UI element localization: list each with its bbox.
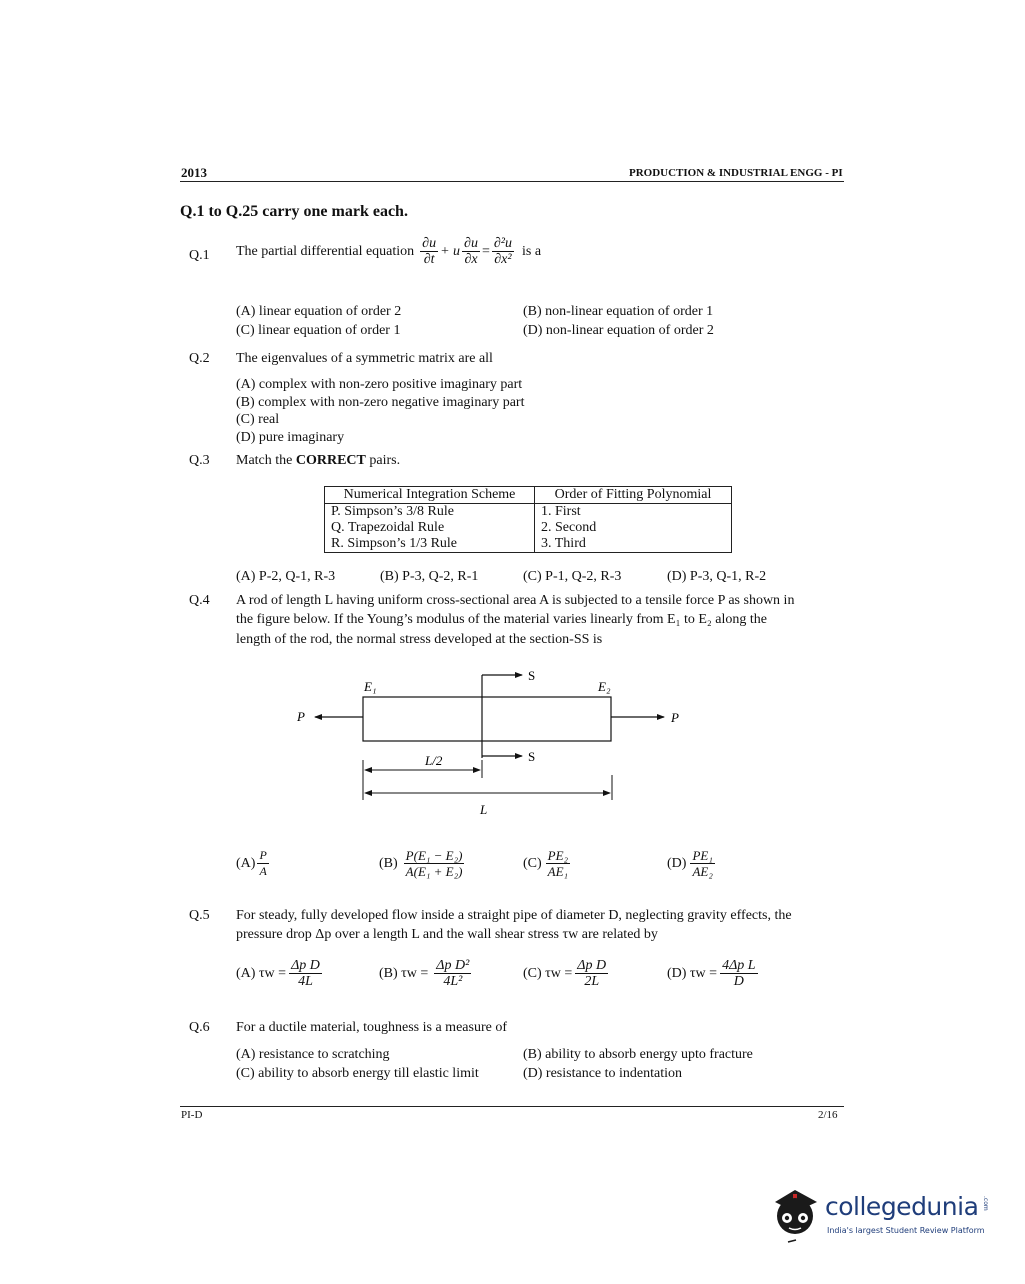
q3-number: Q.3 [189,453,210,468]
q1-frac-2-num: ∂u [464,236,478,251]
q1-frac-1 [420,236,438,267]
label-half-length: L/2 [425,753,443,768]
label-p-left: P [297,709,305,724]
q5-option-a-num: Δp D [291,958,320,973]
q3-text [236,453,400,469]
q4-option-b-num: P(E₁ − E₂) [405,848,463,863]
label-s-bottom: S [528,749,536,764]
q3-option-d[interactable]: (D) P-3, Q-1, R-2 [667,569,767,584]
table-row [325,504,732,521]
q6-option-b[interactable]: (B) ability to absorb energy upto fracture [523,1047,753,1062]
label-p-right: P [671,710,679,725]
q4-option-a-den: A [259,864,267,878]
q4-option-a-label: (A) [236,855,256,871]
q1-option-d[interactable]: (D) non-linear equation of order 2 [523,323,714,338]
q4-option-c-frac [546,848,570,879]
table-cell: 1. First [535,504,732,521]
paper-title: PRODUCTION & INDUSTRIAL ENGG - PI [629,167,843,179]
q1-number: Q.1 [189,248,210,263]
exam-year: 2013 [181,165,207,180]
brand-name: collegedunia [825,1192,979,1221]
table-header-scheme: Numerical Integration Scheme [325,487,535,504]
q4-option-b[interactable] [379,848,466,879]
q5-option-c-label: (C) τw = [523,965,573,981]
q5-option-b[interactable] [379,958,473,989]
q4-option-d-num: PE₁ [692,848,713,863]
label-e2: E₂ [598,679,611,694]
q5-option-a-label: (A) τw = [236,965,287,981]
q2-option-c[interactable]: (C) real [236,412,280,427]
q1-option-c[interactable]: (C) linear equation of order 1 [236,323,401,338]
section-title: Q.1 to Q.25 carry one mark each. [180,203,408,220]
q5-line-1: For steady, fully developed flow inside a straight pipe of diameter D, neglecting gravity effects, the [236,908,792,923]
q3-text-post: pairs. [365,453,401,468]
q3-match-table [324,486,732,553]
q5-option-b-frac [434,958,471,989]
q4-option-c[interactable] [523,848,572,879]
label-s-top: S [528,668,536,683]
q6-option-a[interactable]: (A) resistance to scratching [236,1047,390,1062]
q5-option-c-frac [575,958,608,989]
q4-option-b-label: (B) [379,855,398,871]
q1-frac-2-den: ∂x [464,252,478,267]
q5-number: Q.5 [189,908,210,923]
q2-option-a[interactable]: (A) complex with non-zero positive imaginary part [236,377,523,392]
q1-frac-1-num: ∂u [422,236,437,251]
q4-option-a-num: P [259,848,267,862]
q5-option-d-frac [720,958,758,989]
q1-frac-2 [462,236,480,267]
paper-code: PI-D [181,1109,203,1121]
q5-option-d-num: 4Δp L [722,958,756,973]
table-cell: 3. Third [535,536,732,553]
q5-option-c-num: Δp D [577,958,607,973]
q4-number: Q.4 [189,593,210,608]
q5-option-d[interactable] [667,958,760,989]
q1-frac-3-num: ∂²u [493,236,512,251]
q3-option-c[interactable]: (C) P-1, Q-2, R-3 [523,569,622,584]
q5-option-c[interactable] [523,958,610,989]
q5-line-2: pressure drop Δp over a length L and the wall shear stress τw are related by [236,927,658,942]
q5-option-a-frac [289,958,322,989]
table-cell: Q. Trapezoidal Rule [325,520,535,536]
q1-text: The partial differential equation [236,243,415,259]
q4-option-c-num: PE₂ [547,848,569,863]
q1-frac-1-den: ∂t [423,252,435,267]
q4-line-2: the figure below. If the Young’s modulus of the material varies linearly from E₁ to E₂ along the [236,612,768,627]
rod-body [363,697,611,741]
q1-plus-u: + u [440,243,461,259]
q4-option-c-den: AE₁ [547,864,569,879]
q5-option-d-label: (D) τw = [667,965,718,981]
q3-option-a[interactable]: (A) P-2, Q-1, R-3 [236,569,336,584]
q5-option-a[interactable] [236,958,324,989]
q3-option-b[interactable]: (B) P-3, Q-2, R-1 [380,569,479,584]
q1-option-a[interactable]: (A) linear equation of order 2 [236,304,402,319]
q4-line-3: length of the rod, the normal stress developed at the section-SS is [236,632,603,647]
table-cell: 2. Second [535,520,732,536]
q1-frac-3 [492,236,514,267]
q5-option-c-den: 2L [584,974,600,989]
q2-option-b[interactable]: (B) complex with non-zero negative imaginary part [236,395,525,410]
q6-option-c[interactable]: (C) ability to absorb energy till elastic limit [236,1066,479,1081]
table-header-order: Order of Fitting Polynomial [535,487,732,504]
brand-tagline: India's largest Student Review Platform [827,1226,985,1235]
table-cell: P. Simpson’s 3/8 Rule [325,504,535,521]
q1-suffix: is a [522,243,542,259]
q6-option-d[interactable]: (D) resistance to indentation [523,1066,683,1081]
q1-option-b[interactable]: (B) non-linear equation of order 1 [523,304,714,319]
q1-equals: = [481,243,490,259]
q4-option-b-frac [404,848,465,879]
q4-option-c-label: (C) [523,855,542,871]
mascot-logo-icon [765,1180,825,1250]
q1-frac-3-den: ∂x² [494,252,512,267]
label-length: L [480,802,488,817]
q4-option-d-label: (D) [667,855,687,871]
q3-text-pre: Match the [236,453,296,468]
q4-rod-figure [280,660,700,825]
footer-rule [180,1106,844,1107]
page-number: 2/16 [818,1109,838,1121]
q5-option-d-den: D [733,974,744,989]
q4-option-d-frac [690,848,714,879]
q5-option-b-num: Δp D² [436,958,470,973]
q3-text-bold: CORRECT [295,453,366,468]
collegedunia-watermark [765,1180,995,1250]
q5-option-b-label: (B) τw = [379,965,429,981]
brand-com: .com [982,1196,989,1211]
label-e1: E₁ [364,679,377,694]
q6-number: Q.6 [189,1020,210,1035]
q2-number: Q.2 [189,351,210,366]
q4-option-a[interactable] [236,848,271,879]
q5-option-b-den: 4L² [443,974,463,989]
q4-line-1: A rod of length L having uniform cross-sectional area A is subjected to a tensile force P as shown in [236,593,795,608]
q6-text: For a ductile material, toughness is a measure of [236,1020,507,1035]
q4-option-d[interactable] [667,848,717,879]
q4-option-a-frac [257,848,268,879]
header-rule [180,181,844,182]
q5-option-a-den: 4L [298,974,313,989]
table-row [325,536,732,553]
table-cell: R. Simpson’s 1/3 Rule [325,536,535,553]
q1-question [236,236,541,267]
q4-option-b-den: A(E₁ + E₂) [405,864,463,879]
table-row [325,520,732,536]
table-header-row [325,487,732,504]
q2-option-d[interactable]: (D) pure imaginary [236,430,345,445]
q4-option-d-den: AE₂ [692,864,713,879]
q2-text: The eigenvalues of a symmetric matrix are all [236,351,493,366]
